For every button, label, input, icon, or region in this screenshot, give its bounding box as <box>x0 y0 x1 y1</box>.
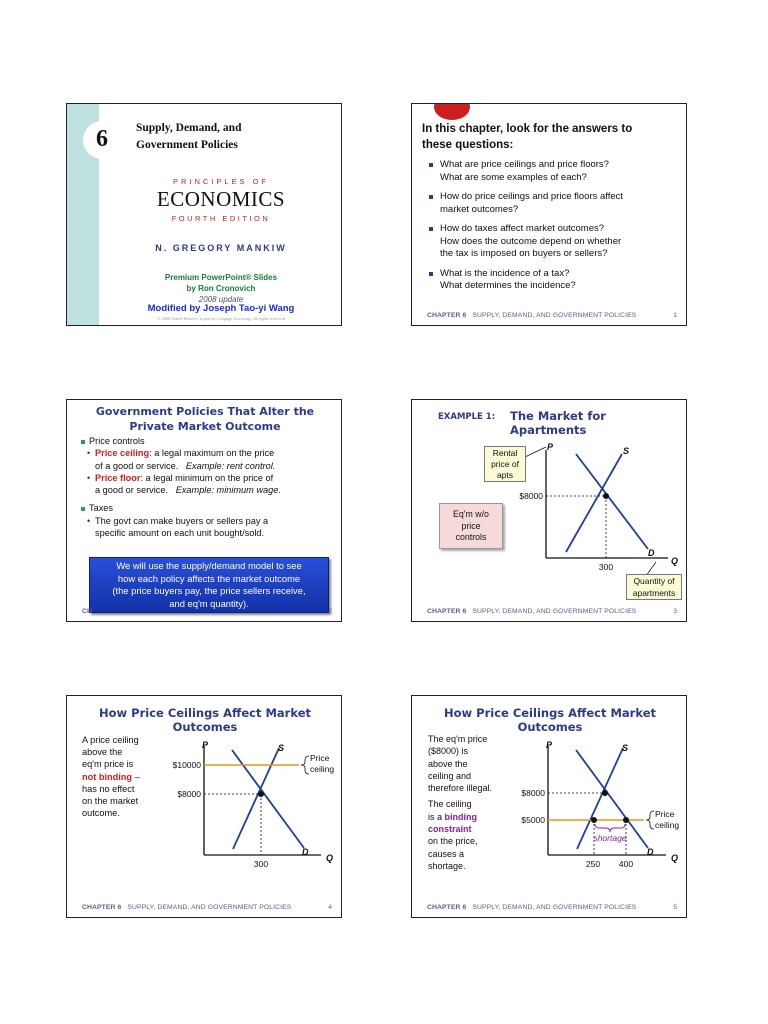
bullet-label: Price controls <box>89 436 145 446</box>
quantity-label-box <box>626 574 682 600</box>
not-binding-emphasis: not binding <box>82 771 133 782</box>
bullet-price-controls <box>81 435 339 447</box>
text-line: on the price, <box>428 836 478 847</box>
dot-bullet-icon: • <box>87 472 91 483</box>
quantity-tick-label: 300 <box>598 562 614 572</box>
callout-text: (the price buyers pay, the price sellers receive, <box>112 585 306 596</box>
rental-price-label-box <box>484 446 526 482</box>
term-price-ceiling: Price ceiling <box>95 448 150 459</box>
price-tick-label: $8000 <box>519 491 543 501</box>
term-price-floor: Price floor <box>95 472 141 483</box>
p-axis-label: P <box>546 740 553 750</box>
demand-label: D <box>647 847 654 857</box>
p-axis-label: P <box>547 442 554 452</box>
quantity-supplied-tick: 250 <box>585 859 601 869</box>
question-text: market outcomes? <box>440 203 519 215</box>
economics-wordmark: ECONOMICS <box>156 187 286 211</box>
equilibrium-point <box>602 790 608 796</box>
chapter-label: CHAPTER 6 <box>427 904 467 911</box>
chapter-label: CHAPTER 6 <box>427 312 467 319</box>
slide-title: How Price Ceilings Affect Market Outcomes <box>444 706 656 734</box>
chapter-label: CHAPTER 6 <box>82 904 122 911</box>
q-axis-label: Q <box>671 556 679 566</box>
question-text: What is the incidence of a tax? <box>440 267 570 279</box>
shortage-label: shortage <box>593 833 627 843</box>
slide-title: The Market for Apartments <box>510 409 606 437</box>
page-number: 1 <box>673 312 677 319</box>
text-line: eq'm price is <box>82 759 134 770</box>
supply-label: S <box>622 743 629 753</box>
q-axis-label: Q <box>671 853 679 863</box>
eq-price-tick: $8000 <box>177 789 201 799</box>
slide-3-policies[interactable] <box>66 399 342 622</box>
sub-bullet-floor <box>81 472 339 497</box>
question-list <box>429 159 679 293</box>
callout-text: We will use the supply/demand model to see <box>116 560 302 571</box>
text-span: is a <box>428 811 445 822</box>
label-text: apartments <box>632 587 676 598</box>
callout-text: and eq'm quantity). <box>169 597 249 609</box>
text-line: The ceiling <box>428 799 472 810</box>
text-line: on the market <box>82 796 139 807</box>
p-label-connector <box>525 447 546 457</box>
ceiling-brace <box>646 811 654 829</box>
label-text: price of <box>491 459 519 469</box>
tax-text: specific amount on each unit bought/sold. <box>95 528 265 539</box>
slide-title-line-1: In this chapter, look for the answers to <box>422 123 633 135</box>
label-text: apts <box>496 470 514 480</box>
supply-label: S <box>623 446 630 456</box>
dot-bullet-icon: • <box>87 515 91 526</box>
text-line: A price ceiling <box>82 735 139 745</box>
chapter-number: 6 <box>96 126 108 152</box>
price-ceiling-label-2: ceiling <box>655 820 680 830</box>
slide-2-questions[interactable] <box>411 103 687 326</box>
slide-footer <box>427 312 636 319</box>
supply-curve <box>233 748 279 849</box>
text-line: The eq'm price <box>428 734 488 744</box>
example-text: Example: rent control. <box>185 460 276 471</box>
demand-curve <box>576 454 648 549</box>
dot-bullet-icon: • <box>87 448 91 459</box>
p-axis-label: P <box>202 740 209 750</box>
quantity-demanded-point <box>623 817 629 823</box>
slide-4-apartment-market[interactable] <box>411 399 687 622</box>
slide-1-title[interactable] <box>66 103 342 326</box>
chapter-title: SUPPLY, DEMAND, AND GOVERNMENT POLICIES <box>472 312 637 319</box>
green-bullet-icon <box>81 507 85 511</box>
ceiling-price-tick: $10000 <box>172 760 201 770</box>
bullet-taxes <box>81 502 339 514</box>
update-note: 2008 update <box>198 295 244 304</box>
slide-footer-partial <box>82 608 92 615</box>
equilibrium-point <box>258 791 264 797</box>
tax-text: The govt can make buyers or sellers pay a <box>95 515 269 526</box>
text-line: ceiling and <box>428 770 472 781</box>
sub-bullet-tax <box>81 515 339 540</box>
text-line: above the <box>428 758 468 769</box>
question-text: How do price ceilings and price floors affect <box>440 191 624 202</box>
price-ceiling-label-1: Price <box>655 809 675 819</box>
text-line: shortage. <box>428 860 466 871</box>
question-item <box>429 223 679 261</box>
equilibrium-note-box <box>439 503 503 549</box>
slide-footer <box>427 608 636 615</box>
premium-slides: Premium PowerPoint® Slides <box>164 273 278 282</box>
demand-label: D <box>302 847 309 857</box>
slide-footer <box>82 904 291 911</box>
slide-title: How Price Ceilings Affect Market Outcomes <box>99 706 311 734</box>
question-text: the tax is imposed on buyers or sellers? <box>440 248 608 259</box>
demand-label: D <box>648 548 655 558</box>
text-line: therefore illegal. <box>428 783 493 794</box>
slide-footer <box>427 904 636 911</box>
question-text: What are some examples of each? <box>440 171 587 183</box>
chapter-label: CHAPTER 6 <box>427 608 467 615</box>
equilibrium-point <box>603 493 609 499</box>
question-text: How does the outcome depend on whether <box>440 235 622 247</box>
text-line: causes a <box>428 848 465 859</box>
chapter-title: SUPPLY, DEMAND, AND GOVERNMENT POLICIES <box>472 904 637 911</box>
page-number: 3 <box>673 608 677 615</box>
slide-title-line-1: Government Policies That Alter the <box>95 405 315 418</box>
supply-demand-diagram <box>67 696 342 918</box>
question-text: What are price ceilings and price floors? <box>440 159 609 170</box>
chapter-label: CH <box>82 608 93 615</box>
question-text: What determines the incidence? <box>440 280 576 291</box>
policy-bullets <box>81 435 339 539</box>
author: N. GREGORY MANKIW <box>155 243 287 253</box>
chapter-title: SUPPLY, DEMAND, AND GOVERNMENT POLICIES <box>127 904 292 911</box>
label-text: Quantity of <box>633 576 675 586</box>
page-number: 5 <box>673 904 677 911</box>
note-text: price <box>461 520 481 531</box>
dash-text: – <box>132 771 140 782</box>
text-line: above the <box>82 747 123 758</box>
eq-price-tick: $8000 <box>521 788 545 798</box>
callout-text: how each policy affects the market outcome <box>117 572 301 584</box>
text-line: has no effect <box>82 783 135 794</box>
definition-text: : a legal minimum on the price of <box>140 472 274 483</box>
supply-label: S <box>278 743 285 753</box>
copyright: © 2008 South-Western, a part of Cengage Learning, all rights reserved <box>156 316 286 321</box>
sub-bullet-ceiling <box>81 447 339 472</box>
question-item <box>429 159 679 184</box>
text-line: outcome. <box>82 808 120 819</box>
label-text: Rental <box>492 448 518 458</box>
page-number: 2 <box>328 608 332 615</box>
definition-text: : a legal maximum on the price <box>149 448 275 459</box>
slide-title-line-2: Private Market Outcome <box>129 420 281 433</box>
note-text: Eq'm w/o <box>453 509 489 519</box>
shortage-brace <box>595 824 625 832</box>
binding-emphasis: binding <box>444 811 478 822</box>
question-text: How do taxes affect market outcomes? <box>440 223 605 234</box>
modified-by: Modified by Joseph Tao-yi Wang <box>147 303 295 314</box>
blue-callout-box <box>89 557 329 613</box>
constraint-emphasis: constraint <box>428 824 472 835</box>
edition: FOURTH EDITION <box>171 214 271 223</box>
ceiling-price-tick: $5000 <box>521 815 545 825</box>
page-number: 4 <box>328 904 332 911</box>
quantity-supplied-point <box>591 817 597 823</box>
quantity-demanded-tick: 400 <box>618 859 634 869</box>
quantity-tick-label: 300 <box>253 859 269 869</box>
definition-text: of a good or service. <box>95 460 179 471</box>
by-line: by Ron Cronovich <box>186 284 256 293</box>
question-item <box>429 191 679 216</box>
slide-title-line-2: these questions: <box>422 139 514 151</box>
note-text: controls <box>455 532 487 542</box>
price-ceiling-label-1: Price <box>310 753 330 763</box>
q-axis-label: Q <box>326 853 334 863</box>
red-tab-accent <box>434 103 470 120</box>
example-label: EXAMPLE 1: <box>438 412 496 422</box>
definition-text: a good or service. <box>95 485 169 496</box>
slide-title-line-1: Supply, Demand, and <box>136 122 242 134</box>
ceiling-brace <box>301 756 309 774</box>
chapter-title: SUPPLY, DEMAND, AND GOVERNMENT POLICIES <box>472 608 637 615</box>
supply-demand-diagram <box>412 696 687 918</box>
example-text: Example: minimum wage. <box>175 485 281 496</box>
bullet-label: Taxes <box>89 503 113 514</box>
price-ceiling-label-2: ceiling <box>310 764 335 774</box>
text-line: ($8000) is <box>428 746 469 757</box>
principles-of: PRINCIPLES OF <box>172 177 270 186</box>
slide-5-nonbinding-ceiling[interactable] <box>66 695 342 918</box>
question-item <box>429 268 679 293</box>
slide-6-binding-ceiling[interactable] <box>411 695 687 918</box>
green-bullet-icon <box>81 440 85 444</box>
slide-title-line-2: Government Policies <box>136 139 238 151</box>
